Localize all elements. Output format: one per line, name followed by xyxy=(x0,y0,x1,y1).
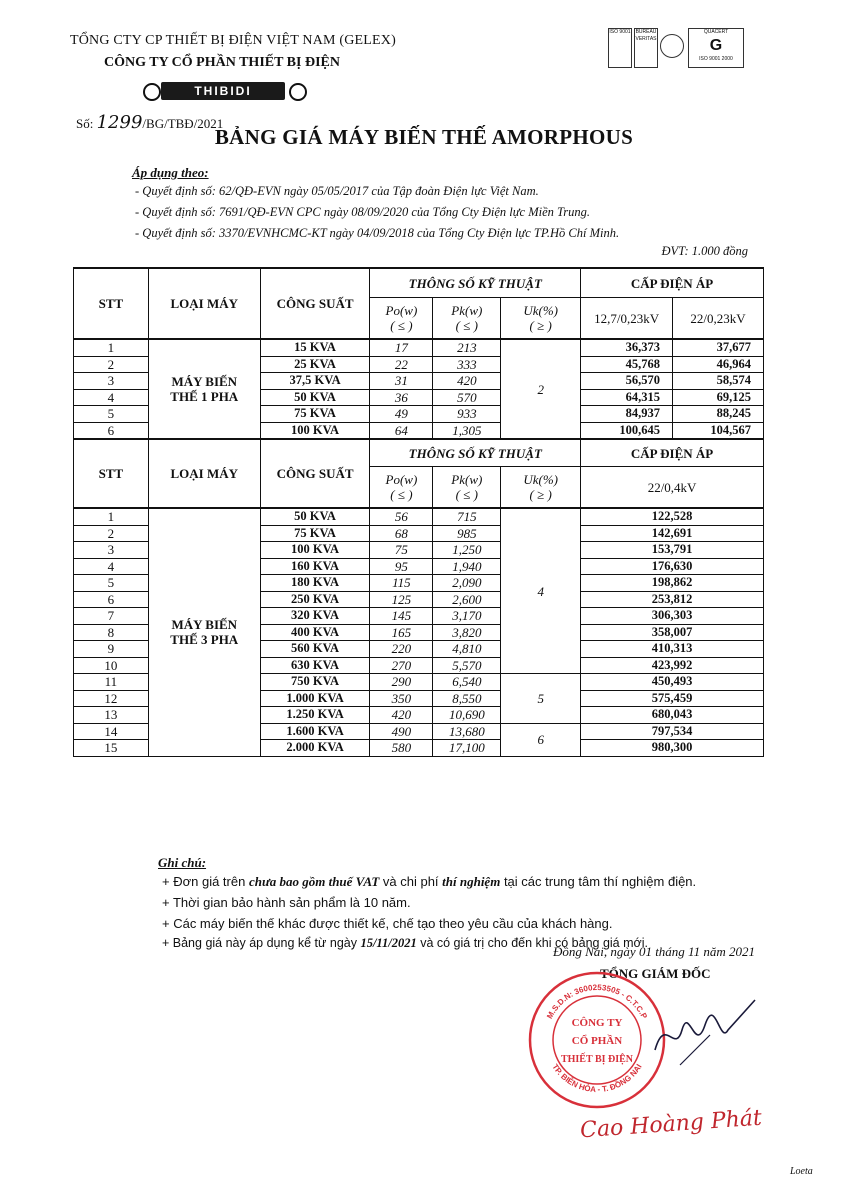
cell-cong-suat: 400 KVA xyxy=(260,624,370,641)
price-table xyxy=(73,267,764,757)
cell-cong-suat: 75 KVA xyxy=(260,406,370,423)
cell-cong-suat: 630 KVA xyxy=(260,657,370,674)
cell-pk: 10,690 xyxy=(433,707,501,724)
cell-po: 290 xyxy=(370,674,433,691)
cell-stt: 8 xyxy=(74,624,149,641)
cell-po: 220 xyxy=(370,641,433,658)
cell-po: 75 xyxy=(370,542,433,559)
cell-price: 423,992 xyxy=(581,657,764,674)
cell-price: 142,691 xyxy=(581,525,764,542)
cell-pk: 8,550 xyxy=(433,690,501,707)
cell-price: 980,300 xyxy=(581,740,764,757)
cell-po: 22 xyxy=(370,356,433,373)
cell-price: 410,313 xyxy=(581,641,764,658)
cert-logo-iso-icon: ISO 9001 xyxy=(608,28,632,68)
cell-price: 358,007 xyxy=(581,624,764,641)
apply-label: Áp dụng theo: xyxy=(132,165,209,180)
logo-text: THIBIDI xyxy=(161,82,285,100)
cell-cong-suat: 50 KVA xyxy=(260,389,370,406)
cell-price: 253,812 xyxy=(581,591,764,608)
header-pk: Pk(w) ( ≤ ) xyxy=(433,298,501,340)
cell-stt: 1 xyxy=(74,508,149,525)
cell-price: 306,303 xyxy=(581,608,764,625)
cell-po: 56 xyxy=(370,508,433,525)
cell-price: 122,528 xyxy=(581,508,764,525)
cell-stt: 1 xyxy=(74,339,149,356)
cell-price: 176,630 xyxy=(581,558,764,575)
cell-price-2: 37,677 xyxy=(673,339,764,356)
cell-price-1: 56,570 xyxy=(581,373,673,390)
cell-po: 125 xyxy=(370,591,433,608)
cell-pk: 1,250 xyxy=(433,542,501,559)
table-row xyxy=(74,339,764,356)
cell-pk: 933 xyxy=(433,406,501,423)
logo-ring-right-icon xyxy=(289,83,307,101)
cell-price: 680,043 xyxy=(581,707,764,724)
cell-cong-suat: 75 KVA xyxy=(260,525,370,542)
cell-loai-may: MÁY BIẾN THẾ 1 PHA xyxy=(148,339,260,439)
header-voltage-2: 22/0,23kV xyxy=(673,298,764,340)
header-cap-dien-ap: CẤP ĐIỆN ÁP xyxy=(581,439,764,467)
notes-title: Ghi chú: xyxy=(158,855,207,870)
company-name: CÔNG TY CỔ PHẦN THIẾT BỊ ĐIỆN xyxy=(104,55,340,70)
cell-stt: 13 xyxy=(74,707,149,724)
cell-stt: 12 xyxy=(74,690,149,707)
cell-pk: 715 xyxy=(433,508,501,525)
cell-stt: 3 xyxy=(74,373,149,390)
header-po: Po(w) ( ≤ ) xyxy=(370,467,433,509)
cert-logo-bureau-veritas-icon: BUREAU VERITAS xyxy=(634,28,658,68)
cell-cong-suat: 100 KVA xyxy=(260,422,370,439)
cell-stt: 5 xyxy=(74,575,149,592)
cell-stt: 14 xyxy=(74,723,149,740)
cell-pk: 3,820 xyxy=(433,624,501,641)
cell-stt: 4 xyxy=(74,558,149,575)
header-loai-may: LOẠI MÁY xyxy=(148,439,260,508)
cell-price: 450,493 xyxy=(581,674,764,691)
cell-stt: 6 xyxy=(74,591,149,608)
doc-number-suffix: /BG/TBĐ/2021 xyxy=(142,116,224,131)
header-cong-suat: CÔNG SUẤT xyxy=(260,268,370,339)
cell-price: 198,862 xyxy=(581,575,764,592)
cell-cong-suat: 100 KVA xyxy=(260,542,370,559)
cert-logo-quacert-icon: QUACERT G ISO 9001 2000 xyxy=(688,28,744,68)
cell-cong-suat: 2.000 KVA xyxy=(260,740,370,757)
cell-cong-suat: 560 KVA xyxy=(260,641,370,658)
header-uk: Uk(%) ( ≥ ) xyxy=(501,467,581,509)
certification-logos xyxy=(608,28,744,68)
cell-price-2: 46,964 xyxy=(673,356,764,373)
table-header-row xyxy=(74,268,764,298)
cell-stt: 9 xyxy=(74,641,149,658)
cell-price-1: 36,373 xyxy=(581,339,673,356)
header-voltage-3: 22/0,4kV xyxy=(581,467,764,509)
cell-po: 64 xyxy=(370,422,433,439)
cell-price-1: 64,315 xyxy=(581,389,673,406)
cell-loai-may: MÁY BIẾN THẾ 3 PHA xyxy=(148,508,260,756)
signer-role: TỔNG GIÁM ĐỐC xyxy=(600,966,711,981)
header-stt: STT xyxy=(74,439,149,508)
cell-price-1: 45,768 xyxy=(581,356,673,373)
cell-stt: 11 xyxy=(74,674,149,691)
cell-po: 490 xyxy=(370,723,433,740)
handwritten-initial: Loeta xyxy=(790,1166,813,1177)
cell-pk: 1,940 xyxy=(433,558,501,575)
stamp-line-3: THIẾT BỊ ĐIỆN xyxy=(560,1054,634,1065)
cell-po: 68 xyxy=(370,525,433,542)
cell-stt: 4 xyxy=(74,389,149,406)
cell-stt: 10 xyxy=(74,657,149,674)
cell-stt: 2 xyxy=(74,356,149,373)
cell-po: 145 xyxy=(370,608,433,625)
cell-stt: 2 xyxy=(74,525,149,542)
cell-uk: 5 xyxy=(501,674,581,724)
cell-pk: 13,680 xyxy=(433,723,501,740)
cell-cong-suat: 750 KVA xyxy=(260,674,370,691)
cell-cong-suat: 1.600 KVA xyxy=(260,723,370,740)
doc-number-label: Số: xyxy=(76,116,94,131)
note-3: + Các máy biến thế khác được thiết kế, chế tạo theo yêu cầu của khách hàng. xyxy=(162,916,613,931)
cell-uk: 6 xyxy=(501,723,581,756)
cell-cong-suat: 50 KVA xyxy=(260,508,370,525)
doc-number-handwritten: 1299 xyxy=(96,112,143,133)
cell-cong-suat: 180 KVA xyxy=(260,575,370,592)
cell-price-2: 69,125 xyxy=(673,389,764,406)
cell-po: 270 xyxy=(370,657,433,674)
header-po: Po(w) ( ≤ ) xyxy=(370,298,433,340)
cell-pk: 4,810 xyxy=(433,641,501,658)
table-row xyxy=(74,508,764,525)
cell-cong-suat: 25 KVA xyxy=(260,356,370,373)
cell-po: 95 xyxy=(370,558,433,575)
parent-company: TỔNG CTY CP THIẾT BỊ ĐIỆN VIỆT NAM (GELEX) xyxy=(70,33,396,48)
decision-2: - Quyết định số: 7691/QĐ-EVN CPC ngày 08/09/2020 của Tổng Cty Điện lực Miền Trung. xyxy=(135,205,591,219)
cell-po: 31 xyxy=(370,373,433,390)
header-stt: STT xyxy=(74,268,149,339)
cell-pk: 2,090 xyxy=(433,575,501,592)
cell-pk: 3,170 xyxy=(433,608,501,625)
cert-logo-seal-icon xyxy=(660,34,684,58)
cell-po: 420 xyxy=(370,707,433,724)
place-date: Đồng Nai, ngày 01 tháng 11 năm 2021 xyxy=(553,944,755,959)
cell-pk: 570 xyxy=(433,389,501,406)
cell-po: 17 xyxy=(370,339,433,356)
cell-price: 575,459 xyxy=(581,690,764,707)
cell-price-2: 58,574 xyxy=(673,373,764,390)
cell-cong-suat: 15 KVA xyxy=(260,339,370,356)
cell-po: 115 xyxy=(370,575,433,592)
cell-po: 580 xyxy=(370,740,433,757)
header-thong-so: THÔNG SỐ KỸ THUẬT xyxy=(370,439,581,467)
cell-stt: 6 xyxy=(74,422,149,439)
cell-cong-suat: 1.000 KVA xyxy=(260,690,370,707)
company-stamp xyxy=(527,970,667,1110)
header-cap-dien-ap: CẤP ĐIỆN ÁP xyxy=(581,268,764,298)
stamp-line-1: CÔNG TY xyxy=(571,1017,623,1029)
stamp-bottom-text: TP. BIÊN HÒA - T. ĐỒNG NAI xyxy=(550,1062,644,1095)
cell-price-2: 104,567 xyxy=(673,422,764,439)
header-loai-may: LOẠI MÁY xyxy=(148,268,260,339)
decision-1: - Quyết định số: 62/QĐ-EVN ngày 05/05/2017 của Tập đoàn Điện lực Việt Nam. xyxy=(135,184,539,198)
cell-po: 350 xyxy=(370,690,433,707)
note-1: + Đơn giá trên chưa bao gồm thuế VAT và chi phí thí nghiệm tại các trung tâm thí nghiệm điện. xyxy=(162,874,697,889)
cell-pk: 5,570 xyxy=(433,657,501,674)
cell-cong-suat: 250 KVA xyxy=(260,591,370,608)
cell-price-1: 100,645 xyxy=(581,422,673,439)
header-pk: Pk(w) ( ≤ ) xyxy=(433,467,501,509)
svg-text:TP. BIÊN HÒA - T. ĐỒNG NAI xyxy=(550,1062,643,1094)
cell-cong-suat: 320 KVA xyxy=(260,608,370,625)
cell-cong-suat: 37,5 KVA xyxy=(260,373,370,390)
logo-ring-left-icon xyxy=(143,83,161,101)
cell-cong-suat: 1.250 KVA xyxy=(260,707,370,724)
cell-price-1: 84,937 xyxy=(581,406,673,423)
signer-name: Cao Hoàng Phát xyxy=(579,1105,763,1144)
cell-uk: 2 xyxy=(501,339,581,439)
decision-3: - Quyết định số: 3370/EVNHCMC-KT ngày 04/09/2018 của Tổng Cty Điện lực TP.Hồ Chí Minh. xyxy=(135,226,620,240)
cell-pk: 17,100 xyxy=(433,740,501,757)
cell-po: 165 xyxy=(370,624,433,641)
header-cong-suat: CÔNG SUẤT xyxy=(260,439,370,508)
cell-po: 49 xyxy=(370,406,433,423)
cell-stt: 7 xyxy=(74,608,149,625)
unit-label: ĐVT: 1.000 đồng xyxy=(661,244,748,258)
cell-price: 153,791 xyxy=(581,542,764,559)
cell-cong-suat: 160 KVA xyxy=(260,558,370,575)
cell-stt: 3 xyxy=(74,542,149,559)
cell-pk: 420 xyxy=(433,373,501,390)
note-4: + Bảng giá này áp dụng kể từ ngày 15/11/2021 và có giá trị cho đến khi có bảng giá mới. xyxy=(162,936,648,950)
page-title: BẢNG GIÁ MÁY BIẾN THẾ AMORPHOUS xyxy=(214,125,634,149)
stamp-line-2: CỔ PHẦN xyxy=(571,1035,623,1047)
stamp-top-text: M.S.D.N: 3600253505 - C.T.C.P xyxy=(545,982,649,1021)
cell-stt: 15 xyxy=(74,740,149,757)
cell-stt: 5 xyxy=(74,406,149,423)
cell-pk: 213 xyxy=(433,339,501,356)
cell-pk: 985 xyxy=(433,525,501,542)
signature-icon xyxy=(650,995,760,1075)
header-voltage-1: 12,7/0,23kV xyxy=(581,298,673,340)
cell-pk: 2,600 xyxy=(433,591,501,608)
header-uk: Uk(%) ( ≥ ) xyxy=(501,298,581,340)
cell-price: 797,534 xyxy=(581,723,764,740)
table-header-row xyxy=(74,439,764,467)
cell-pk: 1,305 xyxy=(433,422,501,439)
cell-pk: 333 xyxy=(433,356,501,373)
note-2: + Thời gian bảo hành sản phẩm là 10 năm. xyxy=(162,895,411,910)
cell-price-2: 88,245 xyxy=(673,406,764,423)
cell-uk: 4 xyxy=(501,508,581,674)
header-thong-so: THÔNG SỐ KỸ THUẬT xyxy=(370,268,581,298)
cell-pk: 6,540 xyxy=(433,674,501,691)
company-logo xyxy=(137,79,307,103)
cell-po: 36 xyxy=(370,389,433,406)
